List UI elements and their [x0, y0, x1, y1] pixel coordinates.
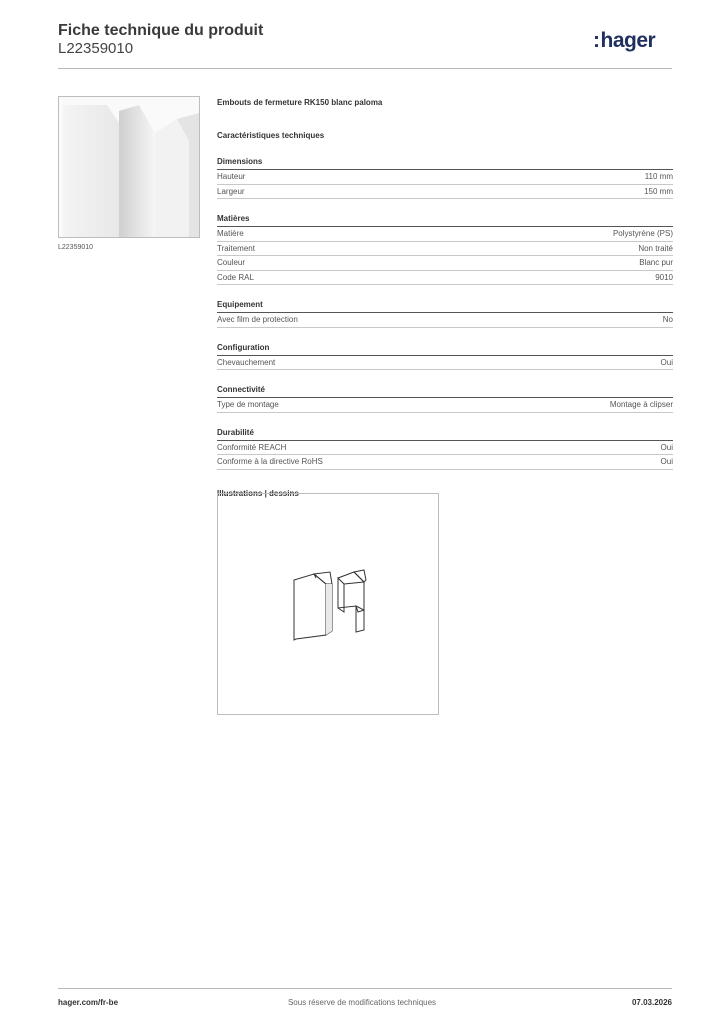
spec-heading: Caractéristiques techniques: [217, 131, 325, 140]
spec-value: No: [662, 315, 673, 324]
spec-label: Conforme à la directive RoHS: [217, 457, 323, 466]
page-title: Fiche technique du produit: [58, 22, 264, 39]
spec-value: 110 mm: [644, 172, 673, 181]
spec-value: Polystyrène (PS): [612, 229, 673, 238]
footer-disclaimer: Sous réserve de modifications techniques: [287, 998, 437, 1007]
end-cap-photo-icon: [59, 97, 199, 237]
spec-row: [217, 242, 673, 257]
spec-label: Type de montage: [217, 400, 279, 409]
spec-value: Blanc pur: [639, 258, 673, 267]
spec-row: [217, 271, 673, 286]
spec-value: Oui: [660, 357, 673, 367]
photo-caption: L22359010: [58, 244, 94, 251]
section-title-durability: Durabilité: [217, 427, 673, 441]
illustrations-heading: Illustrations | dessins: [217, 488, 299, 498]
spec-label: Conformité REACH: [217, 442, 287, 452]
spec-label: Traitement: [217, 243, 255, 253]
section-title-materials: Matières: [217, 213, 673, 227]
spec-label: Code RAL: [217, 272, 254, 282]
spec-value: Non traité: [638, 243, 673, 253]
logo-colon-icon: :: [593, 29, 600, 52]
technical-drawing: [217, 493, 439, 715]
spec-row: [217, 441, 673, 456]
product-reference: L22359010: [58, 40, 134, 57]
spec-row: [217, 313, 673, 328]
footer-website-link[interactable]: hager.com/fr-be: [58, 998, 119, 1007]
spec-row: [217, 256, 673, 271]
spec-row: [217, 455, 673, 470]
spec-label: Largeur: [217, 186, 245, 196]
spec-row: [217, 356, 673, 371]
spec-value: Oui: [660, 457, 673, 466]
spec-label: Matière: [217, 229, 244, 238]
spec-row: [217, 227, 673, 242]
spec-label: Avec film de protection: [217, 315, 298, 324]
spec-content: [217, 96, 673, 500]
spec-row: [217, 185, 673, 200]
hager-logo: [593, 30, 655, 51]
spec-row: [217, 398, 673, 413]
spec-value: 150 mm: [644, 186, 673, 196]
end-cap-drawing-icon: [218, 494, 438, 714]
spec-label: Chevauchement: [217, 357, 276, 367]
logo-text: hager: [600, 29, 656, 52]
spec-label: Couleur: [217, 258, 246, 267]
spec-value: Oui: [660, 442, 673, 452]
section-title-dimensions: Dimensions: [217, 156, 673, 170]
footer-divider: [58, 988, 672, 989]
footer-date: 07.03.2026: [631, 998, 672, 1007]
spec-row: [217, 170, 673, 185]
section-title-equipment: Equipement: [217, 299, 673, 313]
header-divider: [58, 68, 672, 69]
section-title-configuration: Configuration: [217, 342, 673, 356]
spec-value: Montage à clipser: [609, 400, 673, 409]
product-photo: [58, 96, 200, 238]
spec-label: Hauteur: [217, 172, 246, 181]
section-title-connectivity: Connectivité: [217, 384, 673, 398]
product-name: Embouts de fermeture RK150 blanc paloma: [217, 98, 383, 107]
spec-value: 9010: [655, 272, 673, 282]
